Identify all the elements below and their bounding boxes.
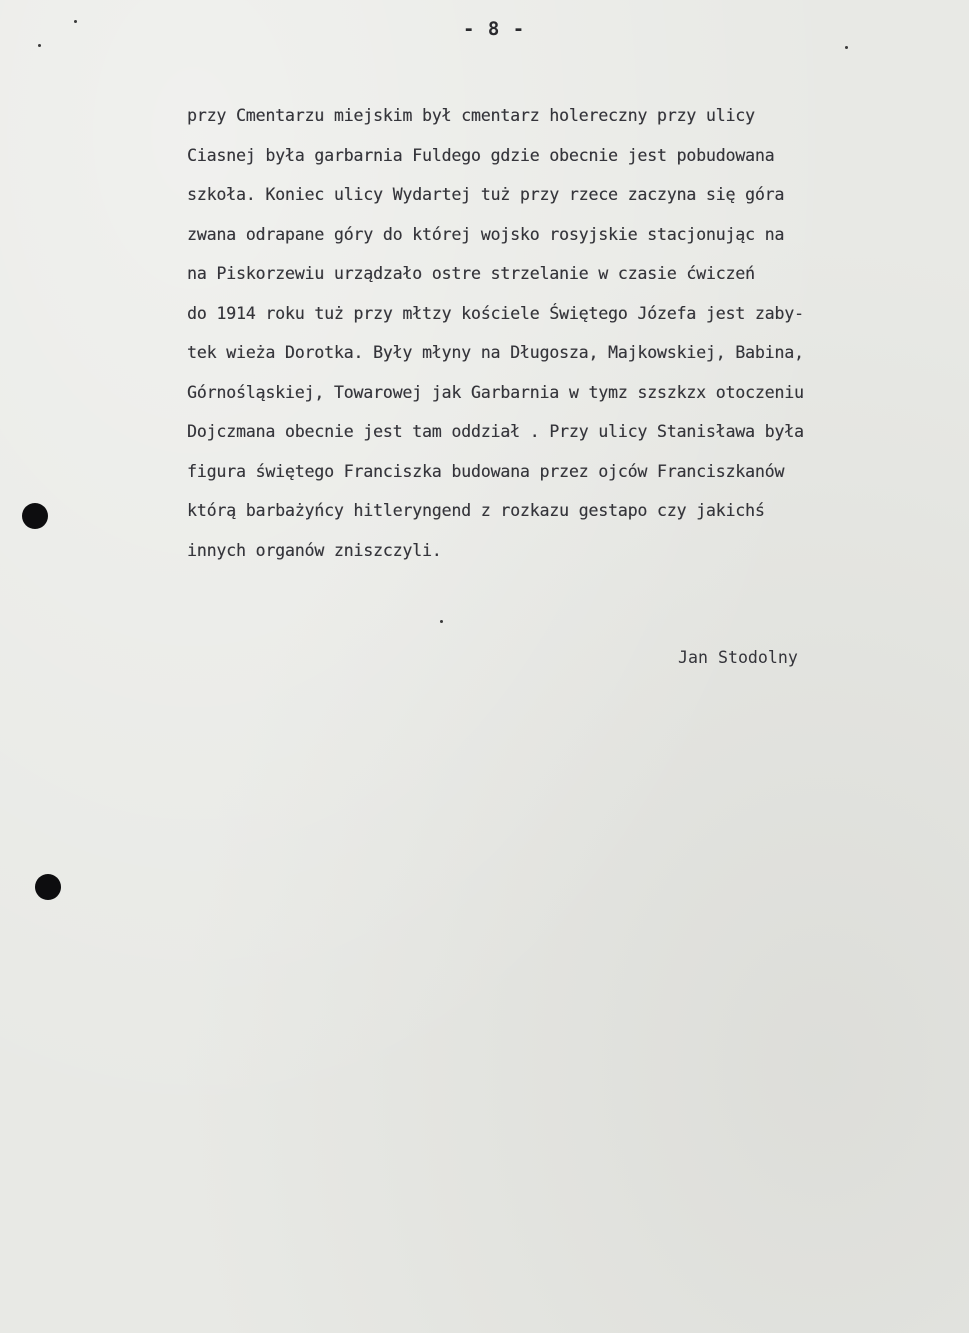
- text-line: Dojczmana obecnie jest tam oddział . Przy ulicy Stanisława była: [187, 422, 804, 441]
- ink-speck: [845, 46, 848, 49]
- body-text: [187, 96, 947, 570]
- text-line: szkoła. Koniec ulicy Wydartej tuż przy rzece zaczyna się góra: [187, 185, 785, 204]
- ink-speck: [38, 44, 41, 47]
- ink-speck: [440, 620, 443, 623]
- text-line: zwana odrapane góry do której wojsko rosyjskie stacjonując na: [187, 224, 785, 244]
- text-line: Górnośląskiej, Towarowej jak Garbarnia w tymz szszkzx otoczeniu: [187, 382, 804, 402]
- text-line: figura świętego Franciszka budowana przez ojców Franciszkanów: [187, 461, 785, 481]
- text-line: na Piskorzewiu urządzało ostre strzelanie w czasie ćwiczeń: [187, 264, 755, 283]
- signature: Jan Stodolny: [678, 648, 798, 667]
- ink-speck: [74, 20, 77, 23]
- text-line: tek wieża Dorotka. Były młyny na Długosza, Majkowskiej, Babina,: [187, 343, 804, 362]
- text-line: Ciasnej była garbarnia Fuldego gdzie obecnie jest pobudowana: [187, 145, 775, 165]
- text-line: do 1914 roku tuż przy młtzy kościele Świętego Józefa jest zaby-: [187, 303, 804, 323]
- text-line: przy Cmentarzu miejskim był cmentarz holereczny przy ulicy: [187, 106, 755, 125]
- page-number: - 8 -: [463, 18, 526, 40]
- text-line: którą barbażyńcy hitleryngend z rozkazu gestapo czy jakichś: [187, 501, 765, 520]
- punch-hole: [35, 874, 61, 900]
- text-line: innych organów zniszczyli.: [187, 540, 442, 560]
- punch-hole: [22, 503, 48, 529]
